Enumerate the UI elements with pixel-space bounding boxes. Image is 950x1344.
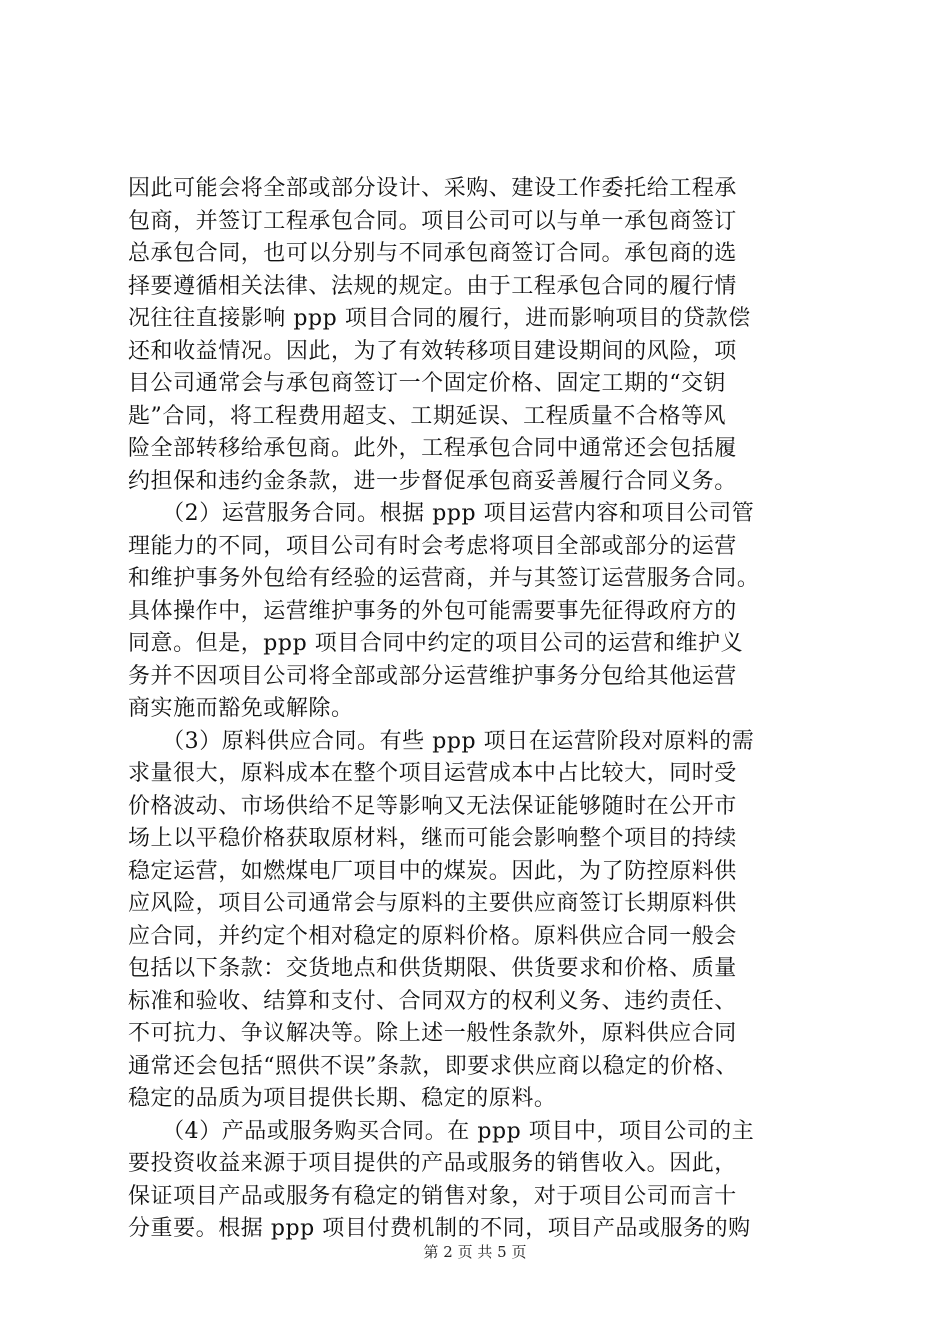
- text-line: 应合同，并约定个相对稳定的原料价格。原料供应合同一般会: [128, 923, 737, 949]
- text-line: 包括以下条款：交货地点和供货期限、供货要求和价格、质量: [128, 956, 737, 981]
- text-line: 要投资收益来源于项目提供的产品或服务的销售收入。因此，: [128, 1151, 737, 1176]
- text-line: 况往往直接影响 ppp 项目合同的履行，进而影响项目的贷款偿: [128, 306, 751, 331]
- text-line: 场上以平稳价格获取原材料，继而可能会影响整个项目的持续: [128, 826, 737, 851]
- text-line: 商实施而豁免或解除。: [128, 696, 354, 721]
- text-line: 价格波动、市场供给不足等影响又无法保证能够随时在公开市: [128, 793, 737, 819]
- page-number-footer: 第 2 页 共 5 页: [423, 1243, 527, 1261]
- text-line: 求量很大，原料成本在整个项目运营成本中占比较大，同时受: [128, 761, 737, 786]
- text-line: 择要遵循相关法律、法规的规定。由于工程承包合同的履行情: [128, 273, 737, 299]
- text-line: 同意。但是，ppp 项目合同中约定的项目公司的运营和维护义: [128, 631, 744, 656]
- text-line: 通常还会包括“照供不误”条款，即要求供应商以稳定的价格、: [128, 1053, 738, 1079]
- text-line: 标准和验收、结算和支付、合同双方的权利义务、违约责任、: [128, 988, 737, 1014]
- body-text: [128, 173, 848, 1246]
- text-line: 不可抗力、争议解决等。除上述一般性条款外，原料供应合同: [128, 1021, 737, 1046]
- text-line: 具体操作中，运营维护事务的外包可能需要事先征得政府方的: [128, 598, 737, 624]
- text-line: 分重要。根据 ppp 项目付费机制的不同，项目产品或服务的购: [128, 1216, 751, 1241]
- text-line: （4）产品或服务购买合同。在 ppp 项目中，项目公司的主: [128, 1118, 755, 1144]
- text-line: 约担保和违约金条款，进一步督促承包商妥善履行合同义务。: [128, 468, 737, 494]
- text-line: 和维护事务外包给有经验的运营商，并与其签订运营服务合同。: [128, 566, 760, 591]
- text-line: 还和收益情况。因此，为了有效转移项目建设期间的风险，项: [128, 338, 737, 364]
- text-line: 因此可能会将全部或部分设计、采购、建设工作委托给工程承: [128, 176, 737, 201]
- text-line: 稳定的品质为项目提供长期、稳定的原料。: [128, 1086, 557, 1111]
- text-line: 匙”合同，将工程费用超支、工期延误、工程质量不合格等风: [128, 403, 727, 429]
- text-line: 总承包合同，也可以分别与不同承包商签订合同。承包商的选: [128, 241, 737, 266]
- text-line: 包商，并签订工程承包合同。项目公司可以与单一承包商签订: [128, 208, 737, 234]
- text-line: 目公司通常会与承包商签订一个固定价格、固定工期的“交钥: [128, 371, 727, 396]
- text-line: 稳定运营，如燃煤电厂项目中的煤炭。因此，为了防控原料供: [128, 858, 737, 884]
- text-line: （3）原料供应合同。有些 ppp 项日在运营阶段对原料的需: [128, 728, 755, 754]
- text-line: 理能力的不同，项目公司有时会考虑将项目全部或部分的运营: [128, 533, 737, 559]
- text-line: 保证项目产品或服务有稳定的销售对象，对于项目公司而言十: [128, 1183, 737, 1209]
- text-line: 务并不因项目公司将全部或部分运营维护事务分包给其他运营: [128, 663, 737, 689]
- text-line: 应风险，项目公司通常会与原料的主要供应商签订长期原料供: [128, 891, 737, 916]
- text-line: （2）运营服务合同。根据 ppp 项目运营内容和项目公司管: [128, 501, 755, 526]
- text-line: 险全部转移给承包商。此外，工程承包合同中通常还会包括履: [128, 436, 737, 461]
